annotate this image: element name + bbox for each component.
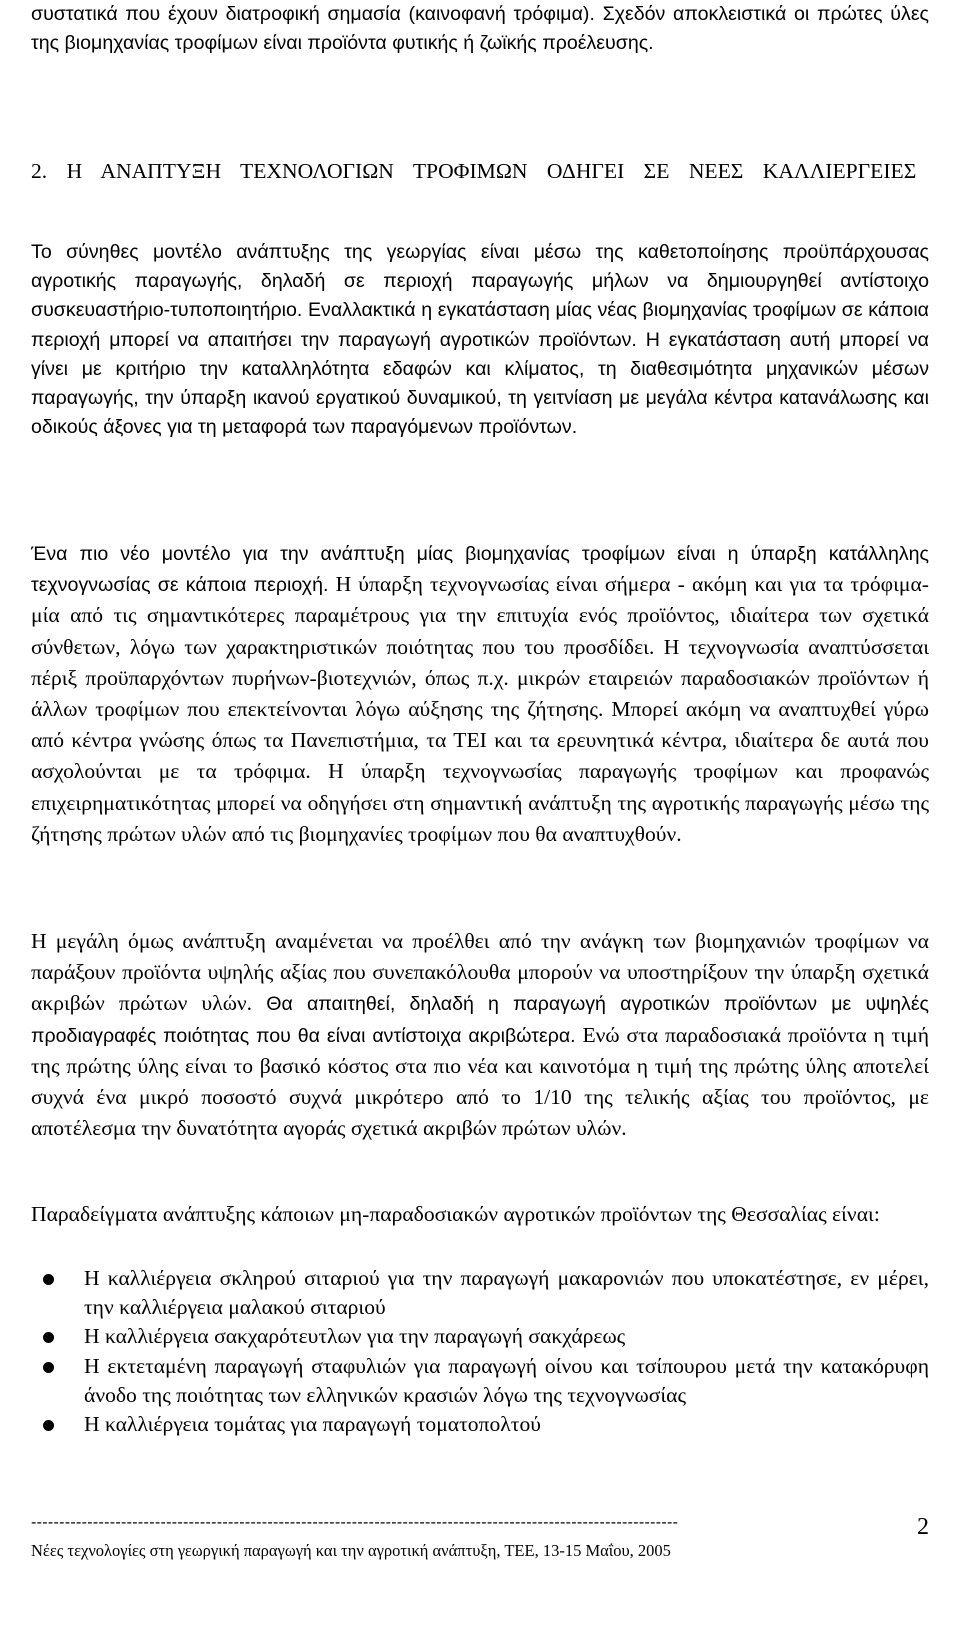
- bullet-icon: [43, 1274, 54, 1285]
- list-item: [31, 1410, 929, 1439]
- footer-citation: Νέες τεχνολογίες στη γεωργική παραγωγή και την αγροτική ανάπτυξη, ΤΕΕ, 13-15 Μαΐου, 2005: [31, 1541, 671, 1560]
- paragraph-examples-intro: Παραδείγματα ανάπτυξης κάποιων μη-παραδοσιακών αγροτικών προϊόντων της Θεσσαλίας είναι:: [31, 1202, 880, 1226]
- bullet-icon: [43, 1420, 54, 1431]
- paragraph-high-value-end: Ενώ στα παραδοσιακά προϊόντα η τιμή της πρώτης ύλης είναι το βασικό κόστος στα πιο νέα και καινοτόμα η τιμή της πρώτης ύλης αποτελεί συχνά ένα μικρό ποσοστό συχνά μικρότερο από το 1/10 της τελικής αξίας του προϊόντος, με αποτέλεσμα την δυνατότητα αγοράς σχετικά ακριβών πρώτων υλών.: [31, 1022, 929, 1141]
- paragraph-high-value-products: [31, 927, 929, 1145]
- paragraph-high-value-intro: Η μεγάλη όμως ανάπτυξη αναμένεται να προέλθει από την ανάγκη των βιομηχανιών τροφίμων να παράξουν προϊόντα υψηλής αξίας που συνεπακόλουθα μπορούν να υποστηρίξουν την ύπαρξη σχετικά ακριβών πρώτων υλών.: [31, 929, 929, 1016]
- list-item-text: Η εκτεταμένη παραγωγή σταφυλιών για παραγωγή οίνου και τσίπουρου μετά την κατακόρυφη άνοδο της ποιότητας των ελληνικών κρασιών λόγω της τεχνογνωσίας: [84, 1353, 929, 1407]
- paragraph-know-how-body: Η ύπαρξη τεχνογνωσίας είναι σήμερα - ακόμη και για τα τρόφιμα- μία από τις σημαντικότερες παραμέτρους για την επιτυχία ενός προϊόντος, ιδιαίτερα των σχετικά σύνθετων, λόγω των χαρακτηριστικών ποιότητας που του προσδίδει. Η τεχνογνωσία αναπτύσσεται πέριξ προϋπαρχόντων πυρήνων-βιοτεχνιών, όπως π.χ. μικρών εταιρειών παραδοσιακών προϊόντων ή άλλων τροφίμων που επεκτείνονται λόγω αύξησης της ζήτησης. Μπορεί ακόμη να αναπτυχθεί γύρω από κέντρα γνώσης όπως τα Πανεπιστήμια, τα ΤΕΙ και τα ερευνητικά κέντρα, ιδιαίτερα δε αυτά που ασχολούνται με τα τρόφιμα. Η ύπαρξη τεχνογνωσίας παραγωγής τροφίμων και προφανώς επιχειρηματικότητας μπορεί να οδηγήσει στη σημαντική ανάπτυξη της αγροτικής παραγωγής μέσω της ζήτησης πρώτων υλών από τις βιομηχανίες τροφίμων που θα αναπτυχθούν.: [31, 572, 929, 846]
- intro-paragraph: συστατικά που έχουν διατροφική σημασία (καινοφανή τρόφιμα). Σχεδόν αποκλειστικά οι πρώτες ύλες της βιομηχανίας τροφίμων είναι προϊόντα φυτικής ή ζωϊκής προέλευσης.: [31, 3, 929, 55]
- list-item: [31, 1264, 929, 1322]
- paragraph-know-how-model: [31, 540, 929, 851]
- paragraph-know-how-intro: Ένα πιο νέο μοντέλο για την ανάπτυξη μίας βιομηχανίας τροφίμων είναι η ύπαρξη κατάλληλης τεχνογνωσίας σε κάποια περιοχή.: [31, 543, 929, 597]
- list-item: [31, 1352, 929, 1410]
- paragraph-conventional-model: Το σύνηθες μοντέλο ανάπτυξης της γεωργίας είναι μέσω της καθετοποίησης προϋπάρχουσας αγροτικής παραγωγής, δηλαδή σε περιοχή παραγωγής μήλων να δημιουργηθεί αντίστοιχο συσκευαστήριο-τυποποιητήριο. Εναλλακτικά η εγκατάσταση μίας νέας βιομηχανίας τροφίμων σε κάποια περιοχή μπορεί να απαιτήσει την παραγωγή αγροτικών προϊόντων. Η εγκατάσταση αυτή μπορεί να γίνει με κριτήριο την καταλληλότητα εδαφών και κλίματος, τη διαθεσιμότητα μηχανικών μέσων παραγωγής, την ύπαρξη ικανού εργατικού δυναμικού, τη γειτνίαση με μεγάλα κέντρα κατανάλωσης και οδικούς άξονες για τη μεταφορά των παραγόμενων προϊόντων.: [31, 241, 929, 439]
- page-number: 2: [917, 1514, 929, 1540]
- bullet-icon: [43, 1332, 54, 1343]
- list-item-text: Η καλλιέργεια σακχαρότευτλων για την παραγωγή σακχάρεως: [84, 1324, 626, 1349]
- footer-divider: -------------------------------------------------------------------------------------------------------------------: [31, 1514, 679, 1531]
- paragraph-high-value-mid: Θα απαιτηθεί, δηλαδή η παραγωγή αγροτικών προϊόντων με υψηλές προδιαγραφές ποιότητας που θα είναι αντίστοιχα ακριβώτερα.: [31, 993, 929, 1047]
- list-item: [31, 1322, 929, 1351]
- bullet-icon: [43, 1362, 54, 1373]
- examples-list: [31, 1264, 929, 1439]
- list-item-text: Η καλλιέργεια σκληρού σιταριού για την παραγωγή μακαρονιών που υποκατέστησε, εν μέρει, την καλλιέργεια μαλακού σιταριού: [84, 1266, 929, 1320]
- section-heading: 2. Η ΑΝΑΠΤΥΞΗ ΤΕΧΝΟΛΟΓΙΩΝ ΤΡΟΦΙΜΩΝ ΟΔΗΓΕΙ ΣΕ ΝΕΕΣ ΚΑΛΛΙΕΡΓΕΙΕΣ: [31, 159, 917, 183]
- list-item-text: Η καλλιέργεια τομάτας για παραγωγή τοματοπολτού: [84, 1412, 541, 1437]
